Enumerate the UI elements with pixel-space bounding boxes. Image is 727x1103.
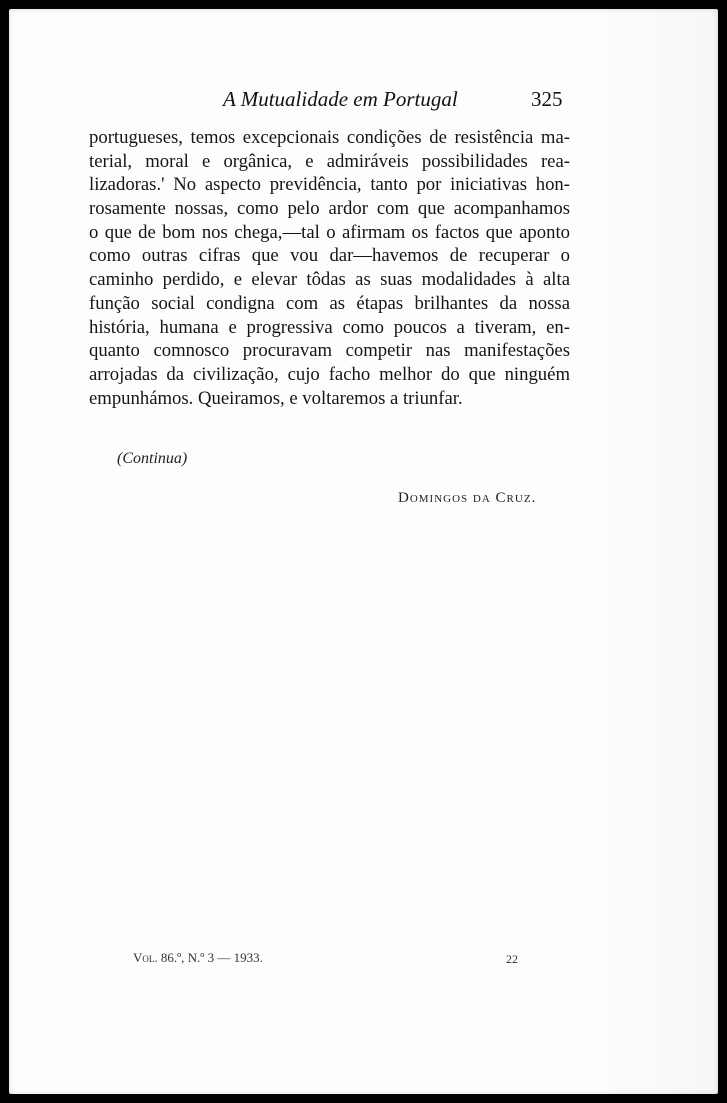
running-head — [9, 87, 718, 115]
page-number: 325 — [531, 87, 563, 111]
body-paragraph — [89, 126, 570, 410]
text-line: terial, moral e orgânica, e admiráveis possibilidades rea- — [89, 150, 570, 172]
text-line-last: empunhámos. Queiramos, e voltaremos a triunfar. — [89, 387, 463, 409]
text-line: função social condigna com as étapas brilhantes da nossa — [89, 292, 570, 314]
signature-mark: 22 — [506, 952, 518, 966]
running-title: A Mutualidade em Portugal — [223, 87, 458, 111]
text-line: arrojadas da civilização, cujo facho melhor do que ninguém — [89, 363, 570, 385]
document-page — [9, 9, 718, 1094]
text-line: como outras cifras que vou dar—havemos de recuperar o — [89, 245, 570, 267]
text-line: rosamente nossas, como pelo ardor com que acompanhamos — [89, 198, 570, 220]
volume-footer: Vol. 86.º, N.º 3 — 1933. — [133, 950, 263, 965]
text-line: caminho perdido, e elevar tôdas as suas modalidades à alta — [89, 269, 570, 291]
text-line: história, humana e progressiva como poucos a tiveram, en- — [89, 316, 570, 338]
continued-note: (Continua) — [117, 450, 188, 467]
page-edge-shadow — [600, 9, 718, 1094]
text-line: quanto comnosco procuravam competir nas manifestações — [89, 340, 570, 362]
text-line: portugueses, temos excepcionais condições de resistência ma- — [89, 127, 570, 148]
text-line: lizadoras.' No aspecto previdência, tanto por iniciativas hon- — [89, 174, 570, 196]
text-line: o que de bom nos chega,—tal o afirmam os factos que aponto — [89, 221, 570, 243]
author-signature: Domingos da Cruz. — [398, 490, 537, 506]
